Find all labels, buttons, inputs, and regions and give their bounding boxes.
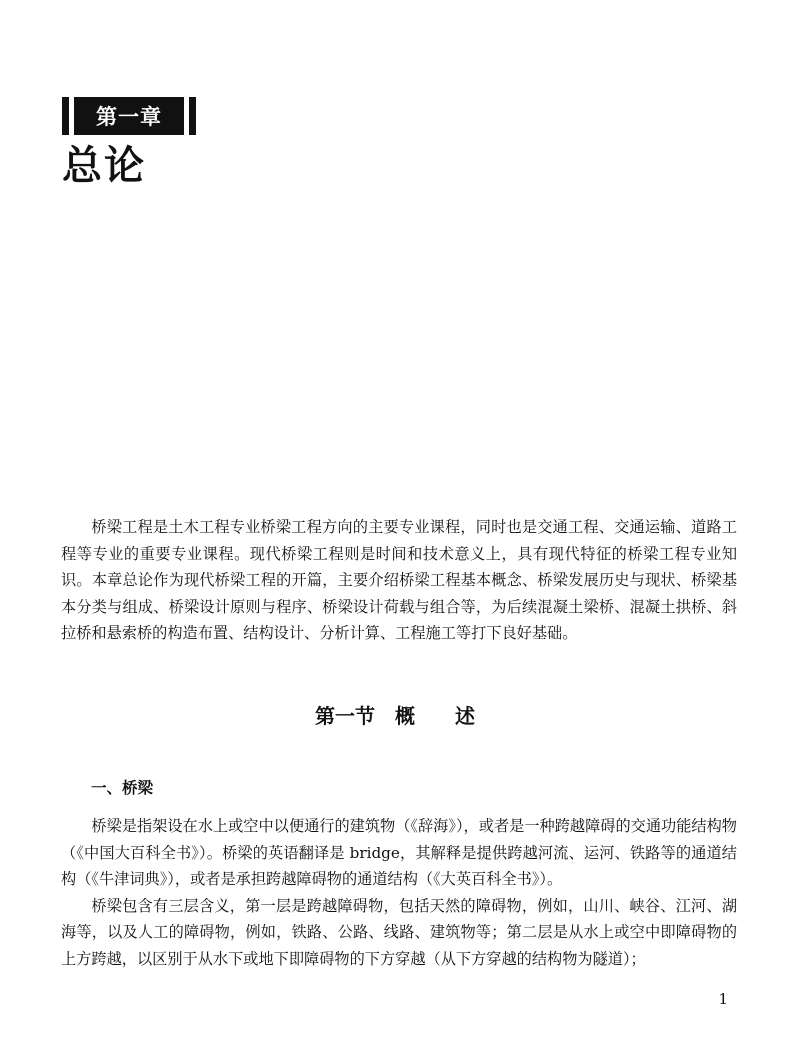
badge-left-bar	[62, 97, 69, 135]
badge-right-bar	[189, 97, 196, 135]
chapter-title: 总论	[62, 143, 146, 189]
chapter-label: 第一章	[74, 97, 184, 135]
chapter-badge	[62, 97, 196, 135]
subsection-title: 一、桥梁	[91, 779, 154, 797]
intro-paragraph: 桥梁工程是土木工程专业桥梁工程方向的主要专业课程，同时也是交通工程、交通运输、道路工程等专业的重要专业课程。现代桥梁工程则是时间和技术意义上，具有现代特征的桥梁工程专业知识。本章总论作为现代桥梁工程的开篇，主要介绍桥梁工程基本概念、桥梁发展历史与现状、桥梁基本分类与组成、桥梁设计原则与程序、桥梁设计荷载与组合等，为后续混凝土梁桥、混凝土拱桥、斜拉桥和悬索桥的构造布置、结构设计、分析计算、工程施工等打下良好基础。	[61, 518, 737, 642]
body-paragraph: 桥梁是指架设在水上或空中以便通行的建筑物（《辞海》），或者是一种跨越障碍的交通功能结构物（《中国大百科全书》）。桥梁的英语翻译是 bridge，其解释是提供跨越河流、运河、铁路等的通道结构（《牛津词典》），或者是承担跨越障碍物的通道结构（《大英百科全书》）。	[61, 817, 737, 888]
chapter-intro	[61, 514, 737, 647]
body-text	[61, 813, 737, 972]
body-paragraph: 桥梁包含有三层含义，第一层是跨越障碍物，包括天然的障碍物，例如，山川、峡谷、江河、湖海等，以及人工的障碍物，例如，铁路、公路、线路、建筑物等；第二层是从水上或空中即障碍物的上方跨越，以区别于从水下或地下即障碍物的下方穿越（从下方穿越的结构物为隧道）；	[61, 896, 737, 968]
section-title: 第一节 概 述	[315, 704, 475, 728]
page-number: 1	[718, 990, 728, 1008]
